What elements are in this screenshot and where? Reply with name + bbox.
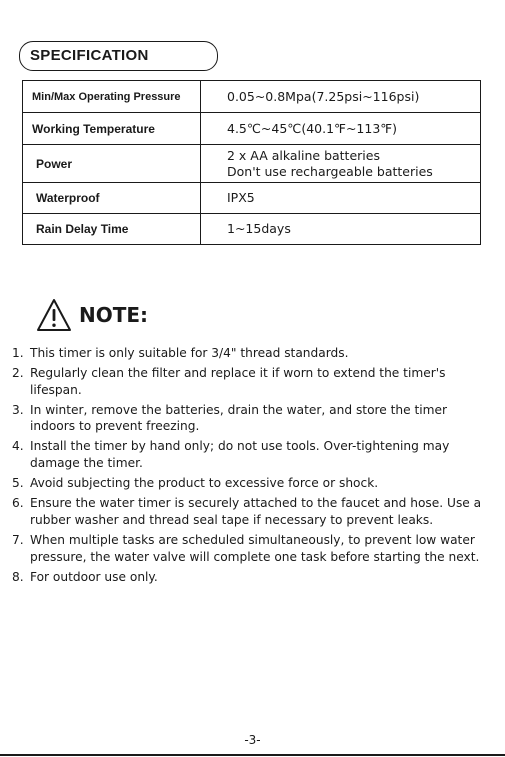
note-number: 2. <box>12 366 24 381</box>
bottom-divider <box>0 754 505 756</box>
note-item <box>12 345 482 362</box>
note-item <box>12 569 482 586</box>
note-text: When multiple tasks are scheduled simultaneously, to prevent low water pressure, the water valve will complete one task before starting the next. <box>30 532 480 564</box>
note-text: Regularly clean the filter and replace it if worn to extend the timer's lifespan. <box>30 366 446 397</box>
note-number: 5. <box>12 476 24 491</box>
note-number: 8. <box>12 569 24 584</box>
spec-label: Power <box>23 145 201 183</box>
specification-title: SPECIFICATION <box>30 47 149 64</box>
note-text: This timer is only suitable for 3/4" thread standards. <box>30 346 349 360</box>
note-item <box>12 532 482 565</box>
note-item <box>12 495 482 528</box>
note-number: 4. <box>12 439 24 454</box>
note-text: For outdoor use only. <box>30 569 158 584</box>
spec-value <box>201 145 481 183</box>
spec-row-waterproof <box>23 183 481 214</box>
spec-label: Working Temperature <box>23 113 201 145</box>
specification-heading-badge <box>19 41 218 71</box>
spec-row-pressure <box>23 81 481 113</box>
page-number: -3- <box>244 733 261 747</box>
spec-row-rain-delay <box>23 214 481 245</box>
spec-label: Rain Delay Time <box>23 214 201 245</box>
spec-label: Waterproof <box>23 183 201 214</box>
note-item <box>12 438 482 471</box>
spec-value-line: Don't use rechargeable batteries <box>227 163 433 179</box>
spec-value: 0.05~0.8Mpa(7.25psi~116psi) <box>201 81 481 113</box>
note-text: Install the timer by hand only; do not use tools. Over-tightening may damage the timer. <box>30 439 450 471</box>
warning-icon <box>36 298 72 332</box>
spec-value: 1~15days <box>201 214 481 245</box>
note-text: In winter, remove the batteries, drain the water, and store the timer indoors to prevent freezing. <box>30 402 448 434</box>
specification-table <box>22 80 481 245</box>
note-item <box>12 475 482 492</box>
spec-row-power <box>23 145 481 183</box>
spec-value: IPX5 <box>201 183 481 214</box>
spec-value: 4.5℃~45℃(40.1℉~113℉) <box>201 113 481 145</box>
spec-label: Min/Max Operating Pressure <box>23 81 201 113</box>
note-number: 3. <box>12 402 24 417</box>
spec-value-line: 2 x AA alkaline batteries <box>227 147 380 163</box>
note-title: NOTE: <box>79 303 149 327</box>
notes-list <box>12 345 482 589</box>
spec-row-temperature <box>23 113 481 145</box>
note-number: 1. <box>12 346 24 360</box>
note-item <box>12 402 482 435</box>
note-number: 6. <box>12 496 24 511</box>
note-text: Avoid subjecting the product to excessive force or shock. <box>30 476 379 491</box>
note-item <box>12 365 482 398</box>
note-text: Ensure the water timer is securely attached to the faucet and hose. Use a rubber washer and thread seal tape if necessary to prevent leaks. <box>30 496 482 527</box>
note-number: 7. <box>12 532 24 547</box>
